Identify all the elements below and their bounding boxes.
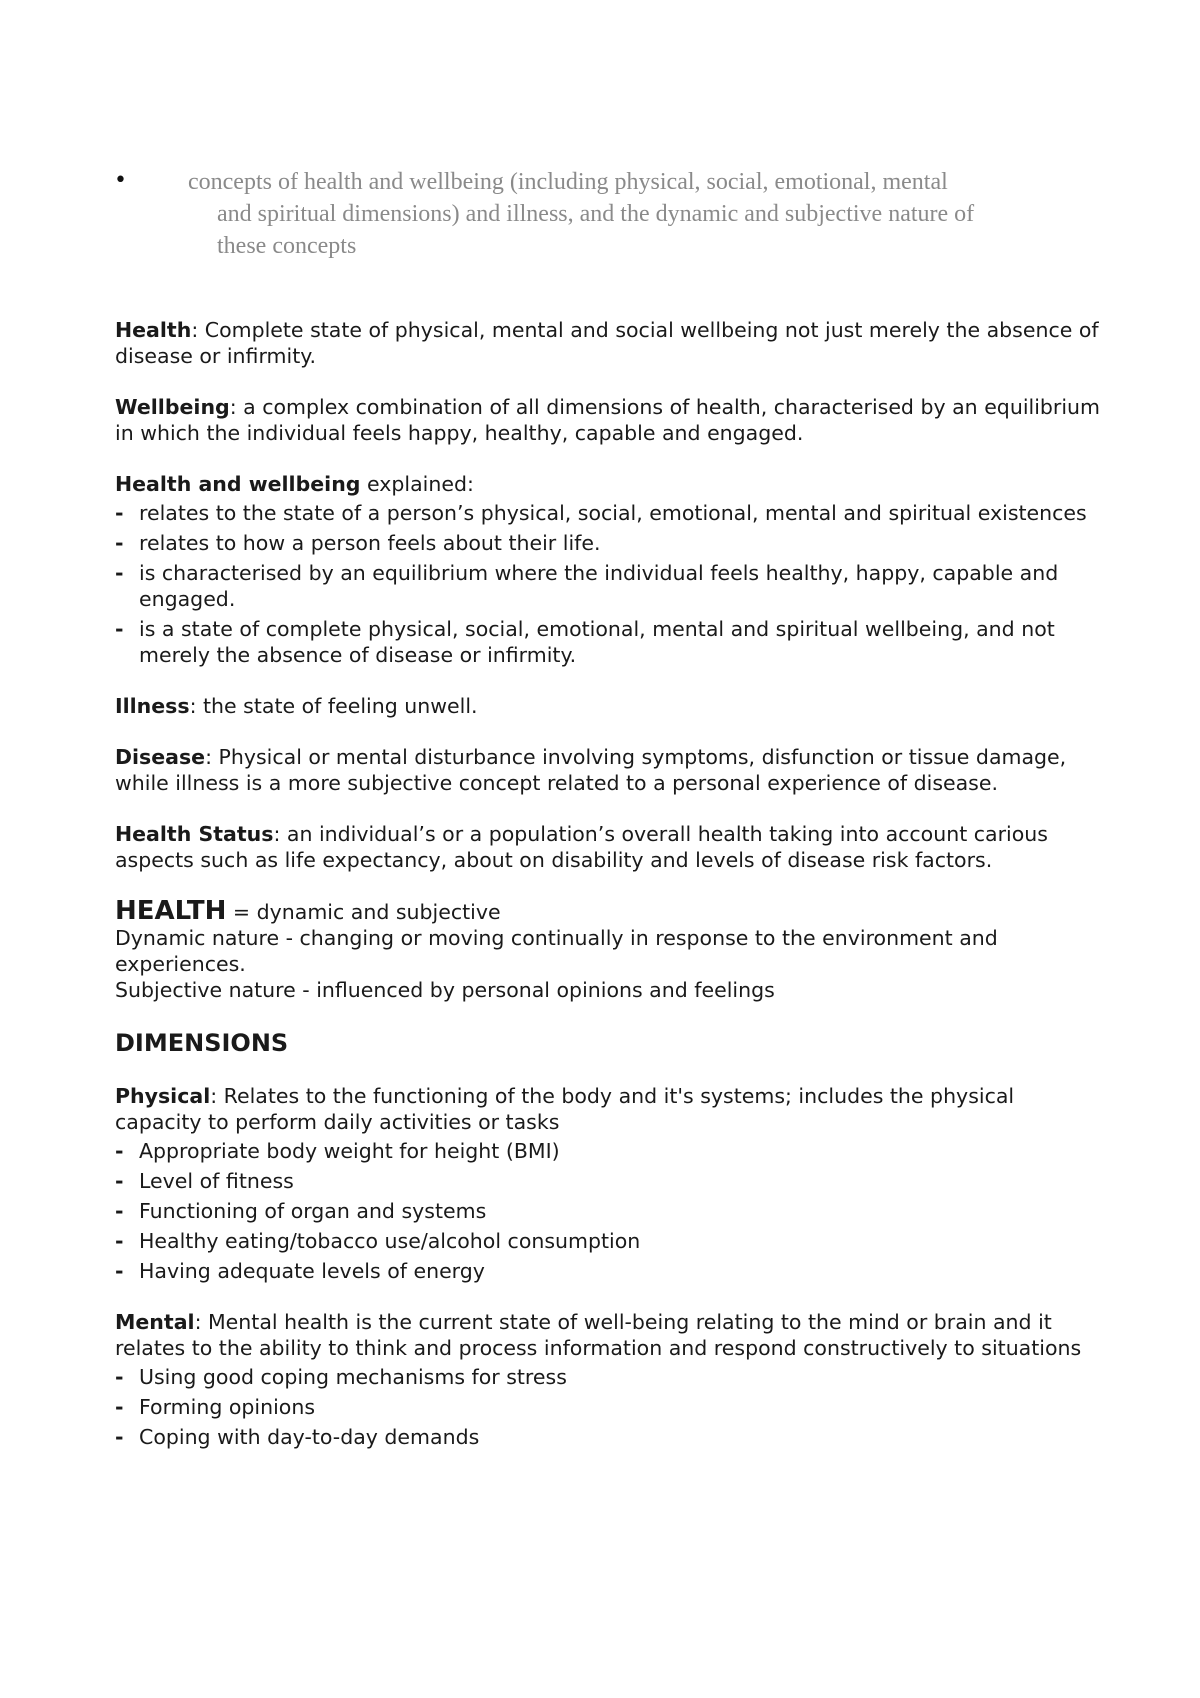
mental-definition [115, 1309, 1105, 1361]
health-status-term: Health Status [115, 822, 274, 846]
bullet-line-1: concepts of health and wellbeing (including physical, social, emotional, mental [188, 169, 948, 195]
bullet-line-3: these concepts [217, 233, 357, 259]
list-item: - Functioning of organ and systems [115, 1198, 1105, 1224]
list-item: - Healthy eating/tobacco use/alcohol consumption [115, 1228, 1105, 1254]
mental-term: Mental [115, 1310, 195, 1334]
disease-term: Disease [115, 745, 206, 769]
wellbeing-definition-text: : a complex combination of all dimensions of health, characterised by an equilibrium in which the individual feels happy, healthy, capable and engaged. [115, 395, 1100, 445]
health-term: Health [115, 318, 192, 342]
bullet-icon: • [114, 168, 127, 193]
syllabus-bullet-text [188, 166, 1094, 262]
physical-list [115, 1138, 1105, 1284]
physical-definition-text: : Relates to the functioning of the body and it's systems; includes the physical capacity to perform daily activities or tasks [115, 1084, 1015, 1134]
health-definition [115, 317, 1105, 369]
hw-explained-suffix: explained: [360, 472, 474, 496]
hw-explained-term: Health and wellbeing [115, 472, 361, 496]
notes-body [115, 317, 1105, 1475]
physical-definition [115, 1083, 1105, 1135]
list-item: - Level of fitness [115, 1168, 1105, 1194]
physical-term: Physical [115, 1084, 211, 1108]
health-status-definition-text: : an individual’s or a population’s overall health taking into account carious aspects such as life expectancy, about on disability and levels of disease risk factors. [115, 822, 1048, 872]
illness-term: Illness [115, 694, 190, 718]
health-nature-heading [115, 898, 1105, 925]
list-item: - Having adequate levels of energy [115, 1258, 1105, 1284]
list-item: - Coping with day-to-day demands [115, 1424, 1105, 1450]
bullet-line-2: and spiritual dimensions) and illness, and the dynamic and subjective nature of [217, 201, 975, 227]
subjective-nature-text: Subjective nature - influenced by personal opinions and feelings [115, 978, 775, 1002]
list-item: - relates to how a person feels about their life. [115, 530, 1105, 556]
list-item: - is characterised by an equilibrium where the individual feels healthy, happy, capable and engaged. [115, 560, 1105, 612]
mental-list [115, 1364, 1105, 1450]
illness-definition-text: : the state of feeling unwell. [189, 694, 478, 718]
wellbeing-term: Wellbeing [115, 395, 230, 419]
list-item: - relates to the state of a person’s physical, social, emotional, mental and spiritual existences [115, 500, 1105, 526]
hw-explained-heading [115, 471, 1105, 497]
syllabus-bullet [114, 166, 1094, 262]
health-nature-term: HEALTH [115, 896, 227, 926]
dimensions-heading: DIMENSIONS [115, 1029, 289, 1057]
list-item: - Using good coping mechanisms for stress [115, 1364, 1105, 1390]
health-definition-text: : Complete state of physical, mental and social wellbeing not just merely the absence of disease or infirmity. [115, 318, 1099, 368]
list-item: - Forming opinions [115, 1394, 1105, 1420]
disease-definition-text: : Physical or mental disturbance involving symptoms, disfunction or tissue damage, while illness is a more subjective concept related to a personal experience of disease. [115, 745, 1067, 795]
disease-definition [115, 744, 1105, 796]
dynamic-nature-text: Dynamic nature - changing or moving continually in response to the environment and experiences. [115, 926, 998, 976]
illness-definition [115, 693, 1105, 719]
health-nature-block [115, 898, 1105, 1003]
health-nature-suffix: = dynamic and subjective [226, 900, 501, 924]
mental-definition-text: : Mental health is the current state of well-being relating to the mind or brain and it relates to the ability to think and process information and respond constructively to situations [115, 1310, 1082, 1360]
wellbeing-definition [115, 394, 1105, 446]
list-item: - Appropriate body weight for height (BMI) [115, 1138, 1105, 1164]
hw-explained-list [115, 500, 1105, 668]
health-status-definition [115, 821, 1105, 873]
list-item: - is a state of complete physical, social, emotional, mental and spiritual wellbeing, and not merely the absence of disease or infirmity. [115, 616, 1105, 668]
